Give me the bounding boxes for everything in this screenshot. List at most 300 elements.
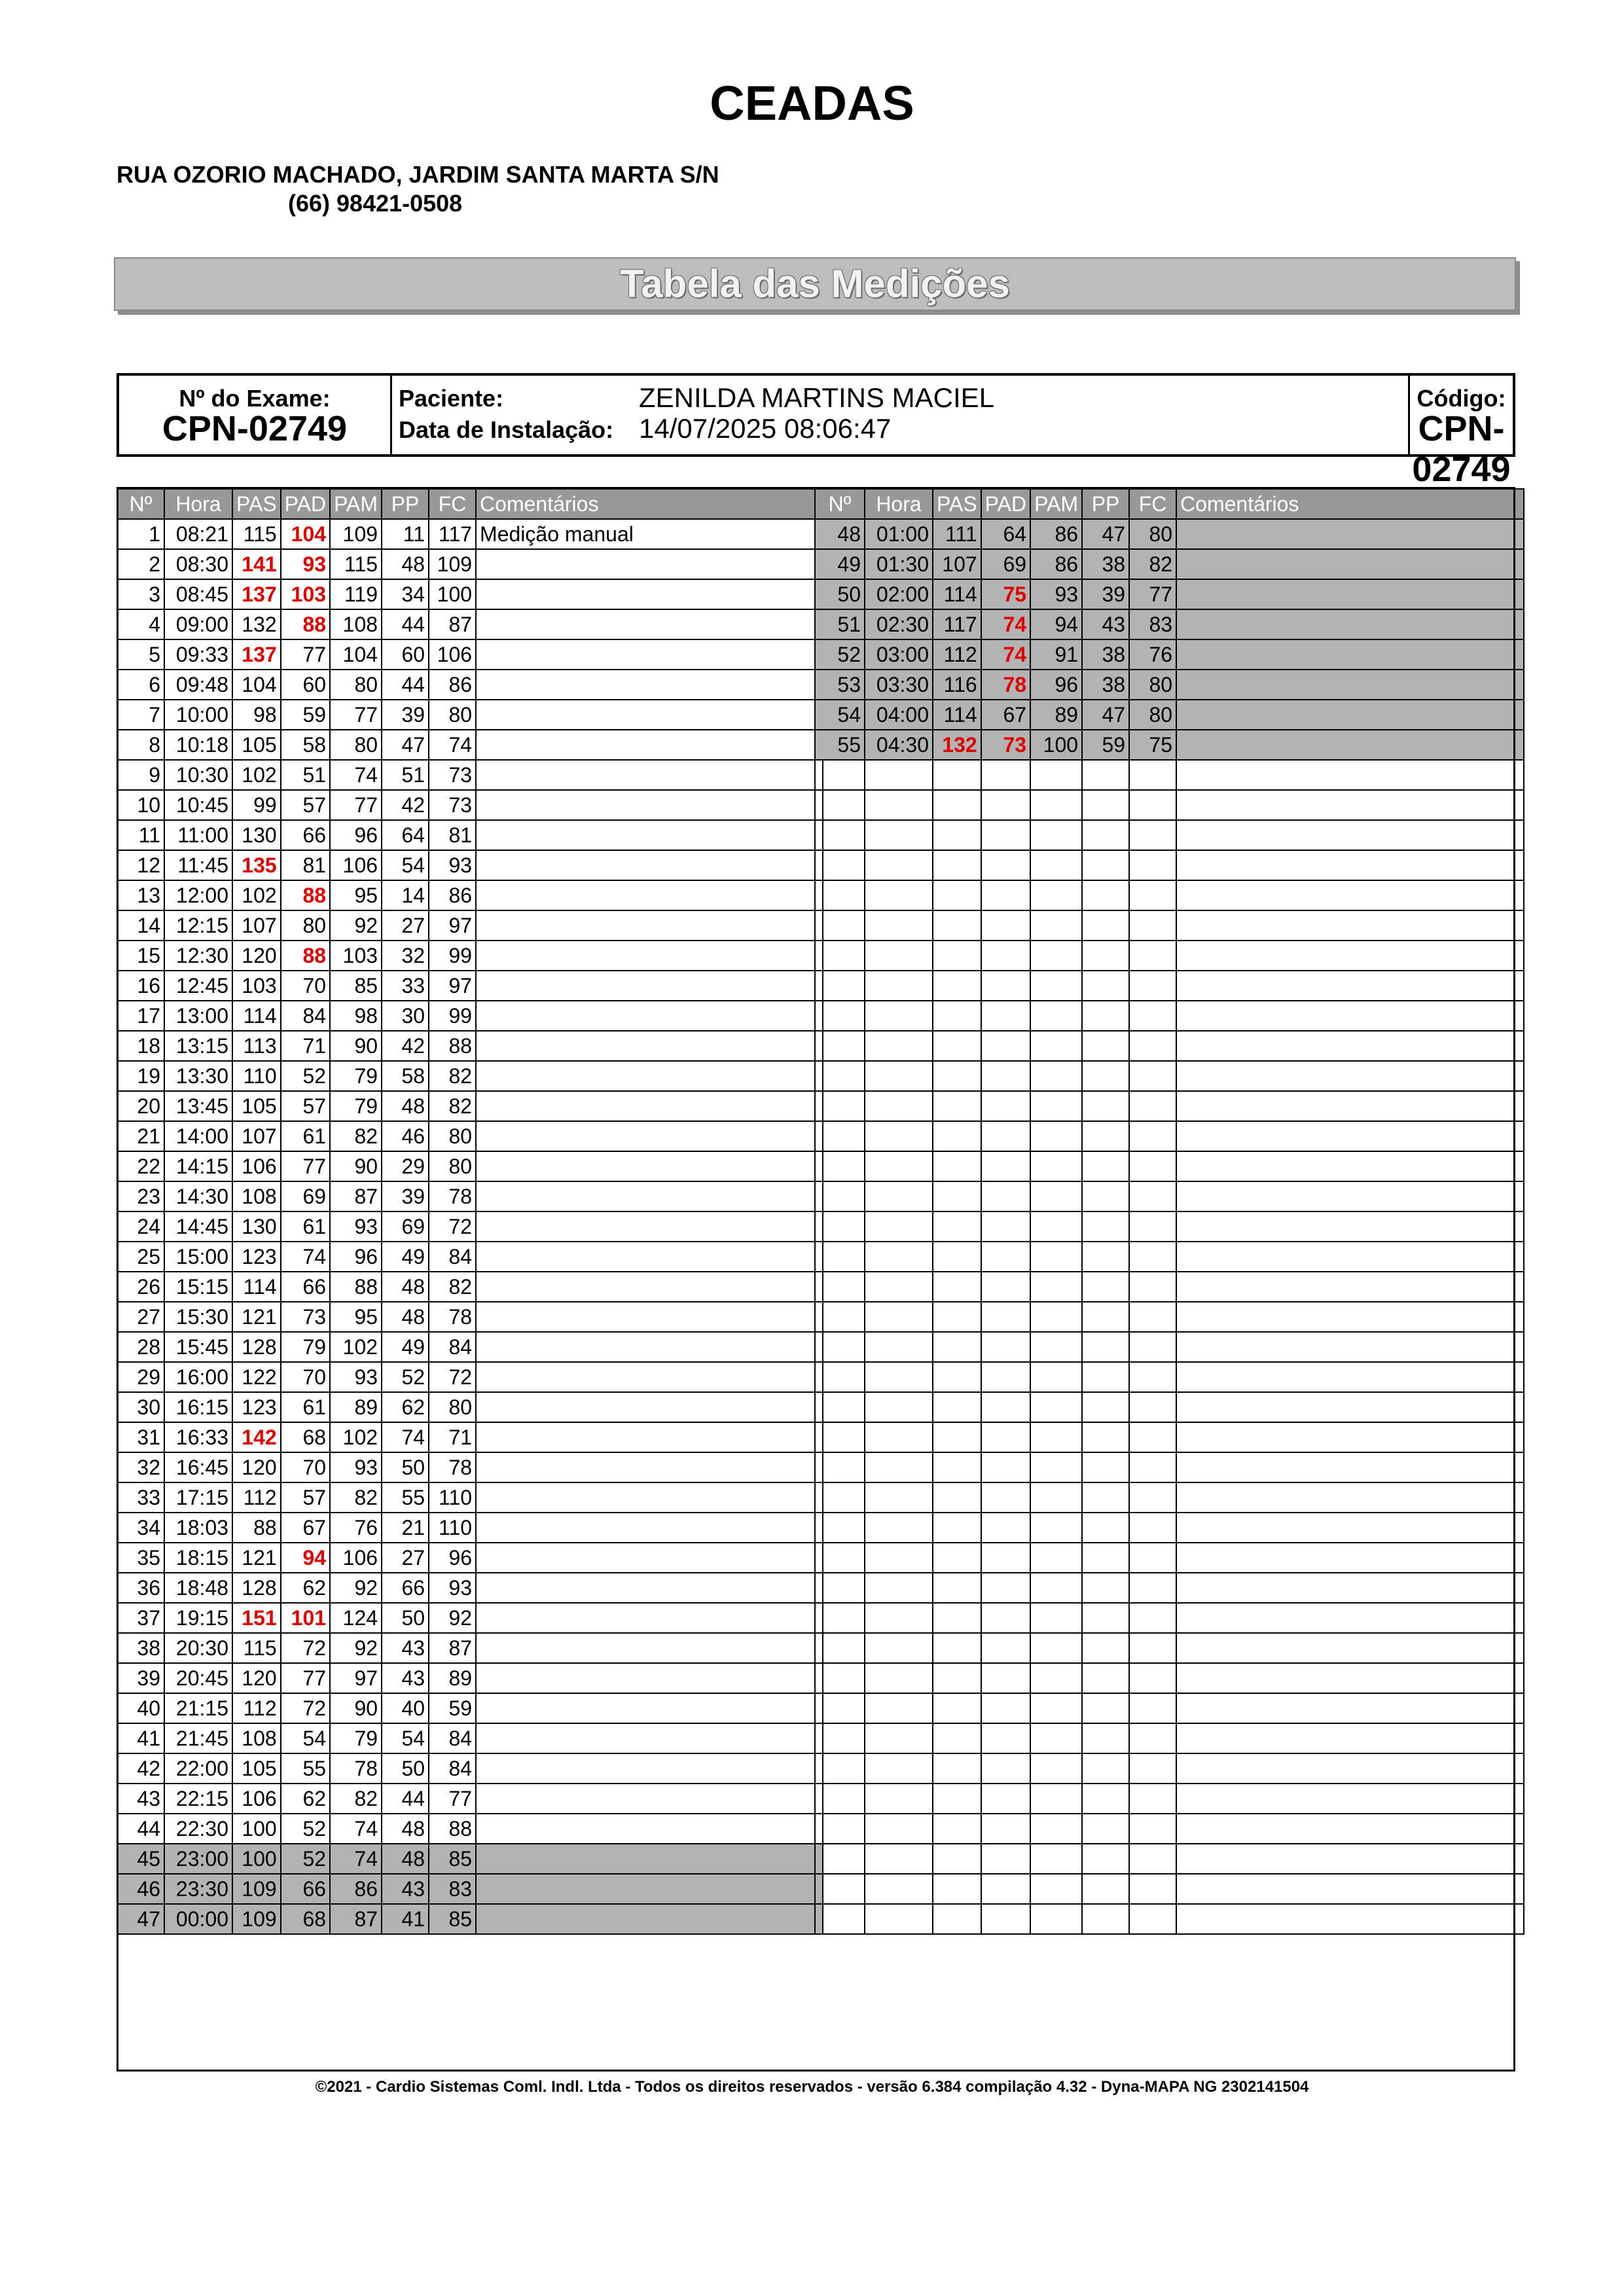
cell-pad: 66	[281, 1272, 330, 1302]
table-row	[117, 941, 823, 971]
cell-n: 26	[117, 1272, 164, 1302]
empty-cell	[1129, 1723, 1176, 1753]
cell-pas: 115	[232, 1633, 281, 1663]
cell-pam: 89	[1030, 700, 1082, 730]
empty-cell	[981, 1543, 1030, 1573]
empty-cell	[1129, 1151, 1176, 1181]
cell-pas: 106	[232, 1151, 281, 1181]
cell-h: 08:21	[164, 519, 232, 549]
empty-cell	[933, 1211, 981, 1242]
empty-cell	[1176, 850, 1524, 880]
column-header: PAM	[1030, 489, 1082, 519]
empty-cell	[815, 1272, 865, 1302]
cell-pad: 73	[281, 1302, 330, 1332]
cell-pad: 74	[281, 1242, 330, 1272]
empty-cell	[1176, 1753, 1524, 1784]
cell-pad: 72	[281, 1693, 330, 1723]
cell-n: 19	[117, 1061, 164, 1091]
cell-pam: 94	[1030, 609, 1082, 639]
cell-pam: 87	[330, 1181, 382, 1211]
cell-pam: 102	[330, 1332, 382, 1362]
empty-row	[815, 1482, 1524, 1513]
cell-c	[476, 1814, 823, 1844]
cell-h: 09:48	[164, 670, 232, 700]
cell-pas: 88	[232, 1513, 281, 1543]
empty-cell	[1129, 1091, 1176, 1121]
cell-h: 16:00	[164, 1362, 232, 1392]
table-row	[815, 730, 1524, 760]
cell-n: 21	[117, 1121, 164, 1151]
empty-cell	[933, 1332, 981, 1362]
cell-pad: 77	[281, 1663, 330, 1693]
cell-pad: 81	[281, 850, 330, 880]
cell-pp: 58	[382, 1061, 429, 1091]
cell-pam: 106	[330, 1543, 382, 1573]
cell-c	[476, 549, 823, 579]
cell-fc: 84	[429, 1753, 476, 1784]
empty-row	[815, 910, 1524, 941]
empty-cell	[815, 1302, 865, 1332]
cell-h: 23:30	[164, 1874, 232, 1904]
cell-c	[476, 760, 823, 790]
empty-row	[815, 1392, 1524, 1422]
cell-pad: 74	[981, 639, 1030, 670]
cell-pp: 47	[382, 730, 429, 760]
cell-n: 18	[117, 1031, 164, 1061]
empty-cell	[865, 1242, 933, 1272]
cell-c	[476, 1001, 823, 1031]
measurements-table-left	[117, 488, 823, 1935]
empty-cell	[1129, 910, 1176, 941]
cell-pad: 52	[281, 1061, 330, 1091]
table-row	[117, 1302, 823, 1332]
cell-pp: 54	[382, 850, 429, 880]
empty-cell	[1030, 1031, 1082, 1061]
empty-cell	[1176, 1452, 1524, 1482]
empty-row	[815, 1723, 1524, 1753]
cell-h: 15:15	[164, 1272, 232, 1302]
cell-c	[476, 1392, 823, 1422]
cell-fc: 71	[429, 1422, 476, 1452]
cell-h: 21:45	[164, 1723, 232, 1753]
cell-h: 15:30	[164, 1302, 232, 1332]
patient-name: ZENILDA MARTINS MACIEL	[639, 382, 995, 413]
empty-cell	[933, 790, 981, 820]
cell-pad: 67	[981, 700, 1030, 730]
empty-cell	[933, 1784, 981, 1814]
cell-pp: 39	[382, 1181, 429, 1211]
table-row	[815, 519, 1524, 549]
cell-pad: 103	[281, 579, 330, 609]
empty-cell	[933, 1513, 981, 1543]
column-header: PP	[382, 489, 429, 519]
table-title-banner: Tabela das Medições	[114, 257, 1516, 311]
cell-fc: 82	[429, 1272, 476, 1302]
empty-cell	[1176, 790, 1524, 820]
cell-h: 20:30	[164, 1633, 232, 1663]
table-row	[117, 910, 823, 941]
empty-cell	[1176, 1543, 1524, 1573]
empty-cell	[933, 1693, 981, 1723]
empty-cell	[815, 1663, 865, 1693]
cell-pas: 102	[232, 880, 281, 910]
table-row	[117, 850, 823, 880]
cell-fc: 80	[429, 1151, 476, 1181]
cell-n: 54	[815, 700, 865, 730]
cell-pp: 44	[382, 1784, 429, 1814]
cell-pam: 90	[330, 1151, 382, 1181]
empty-cell	[933, 1603, 981, 1633]
cell-pad: 61	[281, 1121, 330, 1151]
table-row	[117, 579, 823, 609]
cell-fc: 72	[429, 1362, 476, 1392]
table-row	[117, 1332, 823, 1362]
cell-pam: 124	[330, 1603, 382, 1633]
cell-pam: 93	[1030, 579, 1082, 609]
empty-cell	[1176, 1874, 1524, 1904]
column-header: PAS	[232, 489, 281, 519]
empty-cell	[865, 1904, 933, 1934]
empty-row	[815, 1422, 1524, 1452]
cell-pad: 79	[281, 1332, 330, 1362]
cell-c	[1176, 579, 1524, 609]
cell-pam: 74	[330, 1814, 382, 1844]
empty-cell	[981, 1332, 1030, 1362]
empty-cell	[865, 880, 933, 910]
cell-pad: 72	[281, 1633, 330, 1663]
cell-pam: 80	[330, 670, 382, 700]
empty-cell	[815, 1513, 865, 1543]
cell-n: 27	[117, 1302, 164, 1332]
cell-fc: 87	[429, 609, 476, 639]
cell-fc: 97	[429, 971, 476, 1001]
empty-cell	[865, 1663, 933, 1693]
empty-cell	[815, 1242, 865, 1272]
cell-h: 15:00	[164, 1242, 232, 1272]
empty-cell	[815, 1001, 865, 1031]
empty-cell	[1129, 1543, 1176, 1573]
cell-pas: 104	[232, 670, 281, 700]
cell-n: 17	[117, 1001, 164, 1031]
empty-cell	[1129, 760, 1176, 790]
empty-row	[815, 820, 1524, 850]
empty-cell	[1030, 1181, 1082, 1211]
empty-cell	[1176, 1181, 1524, 1211]
clinic-name: CEADAS	[710, 76, 914, 130]
cell-pas: 111	[933, 519, 981, 549]
cell-c	[476, 1513, 823, 1543]
cell-pad: 80	[281, 910, 330, 941]
cell-h: 02:00	[865, 579, 933, 609]
empty-cell	[1082, 1242, 1129, 1272]
cell-h: 12:00	[164, 880, 232, 910]
empty-cell	[1030, 820, 1082, 850]
table-row	[117, 1784, 823, 1814]
cell-c	[476, 1091, 823, 1121]
cell-h: 12:30	[164, 941, 232, 971]
cell-pam: 78	[330, 1753, 382, 1784]
cell-c	[476, 1031, 823, 1061]
cell-c	[476, 971, 823, 1001]
install-date-value: 14/07/2025 08:06:47	[639, 413, 892, 444]
cell-pas: 122	[232, 1362, 281, 1392]
table-row	[815, 639, 1524, 670]
cell-c	[476, 1633, 823, 1663]
cell-c	[476, 1121, 823, 1151]
empty-row	[815, 1753, 1524, 1784]
cell-pad: 70	[281, 1362, 330, 1392]
empty-cell	[1030, 1001, 1082, 1031]
cell-c	[476, 579, 823, 609]
column-header: PAD	[981, 489, 1030, 519]
cell-fc: 96	[429, 1543, 476, 1573]
cell-pad: 62	[281, 1573, 330, 1603]
cell-pam: 77	[330, 700, 382, 730]
empty-cell	[1082, 1663, 1129, 1693]
cell-fc: 83	[429, 1874, 476, 1904]
cell-pad: 64	[981, 519, 1030, 549]
table-row	[117, 1031, 823, 1061]
table-row	[117, 1422, 823, 1452]
empty-cell	[981, 1091, 1030, 1121]
cell-pas: 113	[232, 1031, 281, 1061]
cell-h: 03:00	[865, 639, 933, 670]
empty-cell	[933, 1302, 981, 1332]
empty-row	[815, 1332, 1524, 1362]
empty-cell	[933, 1121, 981, 1151]
cell-pam: 92	[330, 1633, 382, 1663]
cell-pam: 119	[330, 579, 382, 609]
cell-n: 50	[815, 579, 865, 609]
cell-pp: 59	[1082, 730, 1129, 760]
table-row	[117, 1061, 823, 1091]
empty-cell	[1129, 1392, 1176, 1422]
empty-cell	[1176, 1151, 1524, 1181]
cell-fc: 86	[429, 880, 476, 910]
cell-c	[476, 910, 823, 941]
cell-h: 19:15	[164, 1603, 232, 1633]
cell-pas: 109	[232, 1874, 281, 1904]
empty-cell	[1176, 1693, 1524, 1723]
cell-fc: 84	[429, 1723, 476, 1753]
cell-fc: 80	[429, 700, 476, 730]
table-row	[815, 549, 1524, 579]
cell-h: 04:00	[865, 700, 933, 730]
cell-pad: 73	[981, 730, 1030, 760]
cell-fc: 72	[429, 1211, 476, 1242]
table-row	[117, 549, 823, 579]
cell-h: 14:30	[164, 1181, 232, 1211]
empty-cell	[1030, 1452, 1082, 1482]
cell-fc: 82	[429, 1061, 476, 1091]
empty-cell	[981, 1452, 1030, 1482]
table-row	[117, 1573, 823, 1603]
table-row	[117, 1392, 823, 1422]
cell-n: 44	[117, 1814, 164, 1844]
empty-cell	[865, 820, 933, 850]
empty-cell	[933, 1663, 981, 1693]
empty-cell	[1082, 941, 1129, 971]
cell-fc: 93	[429, 850, 476, 880]
cell-h: 10:30	[164, 760, 232, 790]
cell-c	[1176, 549, 1524, 579]
cell-pam: 86	[1030, 519, 1082, 549]
empty-cell	[1030, 1693, 1082, 1723]
empty-cell	[1082, 1513, 1129, 1543]
cell-c	[1176, 519, 1524, 549]
empty-cell	[981, 1151, 1030, 1181]
cell-c	[476, 730, 823, 760]
empty-cell	[1129, 1603, 1176, 1633]
cell-fc: 73	[429, 760, 476, 790]
empty-row	[815, 1151, 1524, 1181]
cell-n: 9	[117, 760, 164, 790]
table-row	[117, 1091, 823, 1121]
empty-cell	[933, 1031, 981, 1061]
clinic-phone: (66) 98421-0508	[288, 190, 463, 217]
column-header: Comentários	[476, 489, 823, 519]
empty-cell	[815, 1392, 865, 1422]
empty-cell	[1129, 820, 1176, 850]
cell-pas: 137	[232, 639, 281, 670]
code-cell	[1410, 376, 1513, 489]
cell-h: 03:30	[865, 670, 933, 700]
cell-n: 24	[117, 1211, 164, 1242]
cell-c	[476, 1211, 823, 1242]
empty-cell	[933, 880, 981, 910]
empty-cell	[1129, 790, 1176, 820]
cell-pam: 88	[330, 1272, 382, 1302]
cell-fc: 78	[429, 1452, 476, 1482]
empty-cell	[865, 1633, 933, 1663]
empty-row	[815, 971, 1524, 1001]
cell-n: 31	[117, 1422, 164, 1452]
cell-pas: 103	[232, 971, 281, 1001]
empty-cell	[865, 760, 933, 790]
table-row	[117, 760, 823, 790]
empty-cell	[815, 1031, 865, 1061]
cell-pas: 107	[933, 549, 981, 579]
empty-cell	[933, 1753, 981, 1784]
cell-pad: 59	[281, 700, 330, 730]
empty-row	[815, 1181, 1524, 1211]
empty-cell	[933, 1181, 981, 1211]
empty-cell	[981, 1422, 1030, 1452]
cell-n: 16	[117, 971, 164, 1001]
empty-cell	[1176, 1242, 1524, 1272]
empty-cell	[1129, 1452, 1176, 1482]
column-header: PP	[1082, 489, 1129, 519]
empty-cell	[815, 971, 865, 1001]
empty-cell	[1030, 1362, 1082, 1392]
empty-cell	[1176, 1633, 1524, 1663]
cell-h: 22:30	[164, 1814, 232, 1844]
cell-n: 35	[117, 1543, 164, 1573]
empty-cell	[815, 1543, 865, 1573]
cell-pad: 84	[281, 1001, 330, 1031]
empty-cell	[1030, 1663, 1082, 1693]
cell-pas: 121	[232, 1543, 281, 1573]
cell-pam: 87	[330, 1904, 382, 1934]
table-row	[117, 609, 823, 639]
empty-cell	[933, 1061, 981, 1091]
empty-cell	[815, 1874, 865, 1904]
empty-cell	[865, 1392, 933, 1422]
cell-pp: 39	[382, 700, 429, 730]
empty-cell	[933, 941, 981, 971]
empty-cell	[981, 1031, 1030, 1061]
cell-pp: 48	[382, 1302, 429, 1332]
empty-row	[815, 1121, 1524, 1151]
cell-h: 14:00	[164, 1121, 232, 1151]
empty-row	[815, 790, 1524, 820]
empty-cell	[981, 1663, 1030, 1693]
cell-pad: 68	[281, 1904, 330, 1934]
empty-cell	[1030, 1151, 1082, 1181]
empty-cell	[865, 1001, 933, 1031]
empty-cell	[981, 1392, 1030, 1422]
empty-cell	[865, 1543, 933, 1573]
cell-pas: 100	[232, 1844, 281, 1874]
empty-cell	[1176, 1784, 1524, 1814]
cell-pas: 114	[232, 1272, 281, 1302]
cell-pas: 112	[232, 1482, 281, 1513]
column-header: FC	[1129, 489, 1176, 519]
cell-pas: 151	[232, 1603, 281, 1633]
empty-cell	[815, 1482, 865, 1513]
empty-cell	[1030, 1211, 1082, 1242]
cell-fc: 78	[429, 1302, 476, 1332]
cell-n: 30	[117, 1392, 164, 1422]
cell-h: 18:15	[164, 1543, 232, 1573]
empty-cell	[815, 1753, 865, 1784]
empty-cell	[1082, 1482, 1129, 1513]
empty-cell	[1082, 971, 1129, 1001]
empty-cell	[933, 1874, 981, 1904]
cell-pp: 39	[1082, 579, 1129, 609]
column-header: PAD	[281, 489, 330, 519]
table-row	[117, 880, 823, 910]
empty-cell	[1129, 1693, 1176, 1723]
empty-cell	[1030, 971, 1082, 1001]
code-label: Código:	[1416, 385, 1506, 412]
cell-pas: 128	[232, 1573, 281, 1603]
cell-n: 2	[117, 549, 164, 579]
empty-cell	[865, 1211, 933, 1242]
empty-row	[815, 1904, 1524, 1934]
empty-cell	[815, 760, 865, 790]
cell-pam: 74	[330, 760, 382, 790]
empty-cell	[1129, 1031, 1176, 1061]
empty-cell	[1082, 1452, 1129, 1482]
cell-n: 37	[117, 1603, 164, 1633]
empty-cell	[933, 1242, 981, 1272]
empty-row	[815, 1603, 1524, 1633]
cell-pp: 38	[1082, 670, 1129, 700]
cell-pam: 91	[1030, 639, 1082, 670]
empty-cell	[1030, 1633, 1082, 1663]
cell-fc: 77	[1129, 579, 1176, 609]
cell-n: 12	[117, 850, 164, 880]
empty-cell	[933, 1272, 981, 1302]
cell-h: 12:15	[164, 910, 232, 941]
cell-pad: 77	[281, 639, 330, 670]
cell-fc: 88	[429, 1031, 476, 1061]
table-row	[117, 1723, 823, 1753]
empty-cell	[1030, 1392, 1082, 1422]
cell-h: 00:00	[164, 1904, 232, 1934]
cell-pad: 66	[281, 1874, 330, 1904]
